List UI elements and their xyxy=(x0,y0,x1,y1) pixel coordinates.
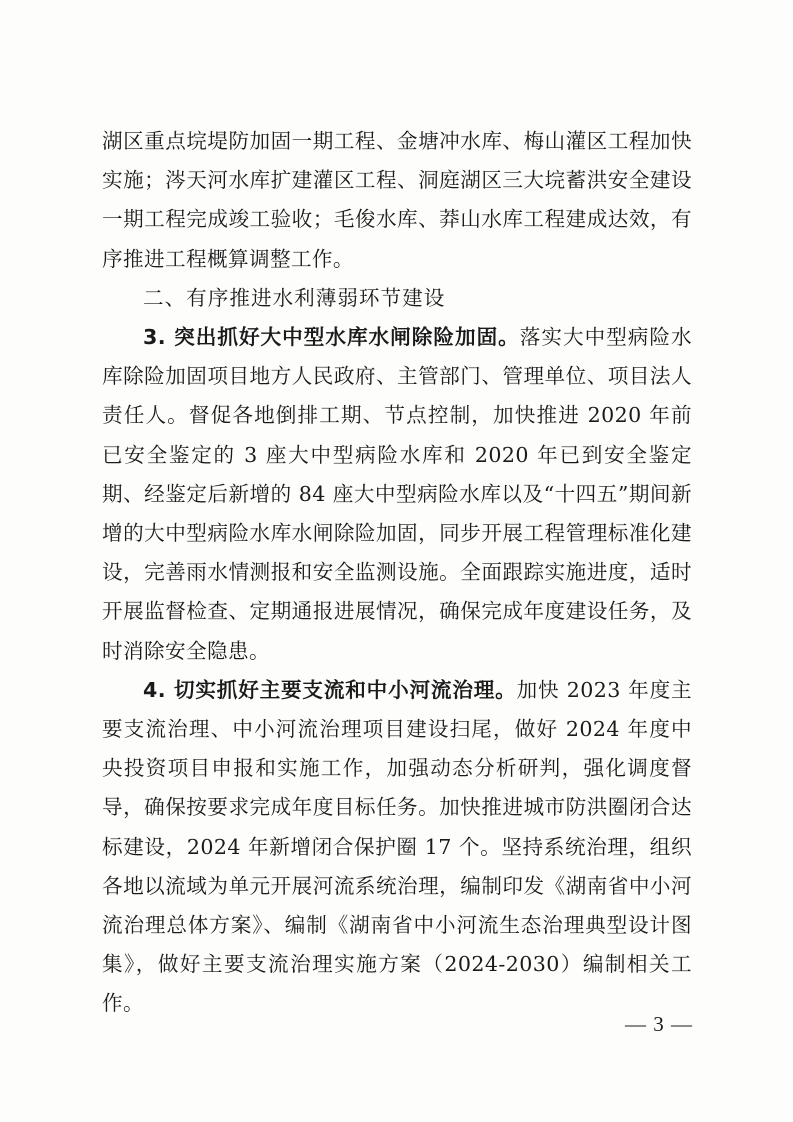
section-heading: 二、有序推进水利薄弱环节建设 xyxy=(143,285,446,310)
page-number: — 3 — xyxy=(625,1012,693,1036)
item-4-lead: 4. 切实抓好主要支流和中小河流治理。 xyxy=(143,677,517,702)
item-3-text: 落实大中型病险水库除险加固项目地方人民政府、主管部门、管理单位、项目法人责任人。督促各地倒排工期、节点控制，加快推进 2020 年前已安全鉴定的 3 座大中型病险水库和 2020 年已到安全鉴定期、经鉴定后新增的 84 座大中型病险水库以及“十四五”期间新增的大中型病险水库水闸除险加固，同步开展工程管理标准化建设，完善雨水情测报和安全监测设施。全面跟踪实施进度，适时开展监督检查、定期通报进展情况，确保完成年度建设任务，及时消除安全隐患。 xyxy=(102,325,692,663)
item-4-text: 加快 2023 年度主要支流治理、中小河流治理项目建设扫尾，做好 2024 年度中央投资项目申报和实施工作，加强动态分析研判，强化调度督导，确保按要求完成年度目标任务。加快推进城市防洪圈闭合达标建设，2024 年新增闭合保护圈 17 个。坚持系统治理，组织各地以流域为单元开展河流系统治理，编制印发《湖南省中小河流治理总体方案》、编制《湖南省中小河流生态治理典型设计图集》，做好主要支流治理实施方案（2024-2030）编制相关工作。 xyxy=(102,677,692,1016)
document-body xyxy=(102,122,692,1024)
continuation-paragraph: 湖区重点垸堤防加固一期工程、金塘冲水库、梅山灌区工程加快实施；涔天河水库扩建灌区工程、洞庭湖区三大垸蓄洪安全建设一期工程完成竣工验收；毛俊水库、莽山水库工程建成达效，有序推进工程概算调整工作。 xyxy=(102,129,692,271)
item-4-paragraph xyxy=(102,671,692,1024)
item-3-lead: 3. 突出抓好大中型水库水闸除险加固。 xyxy=(143,325,520,350)
item-3-paragraph xyxy=(102,318,692,671)
